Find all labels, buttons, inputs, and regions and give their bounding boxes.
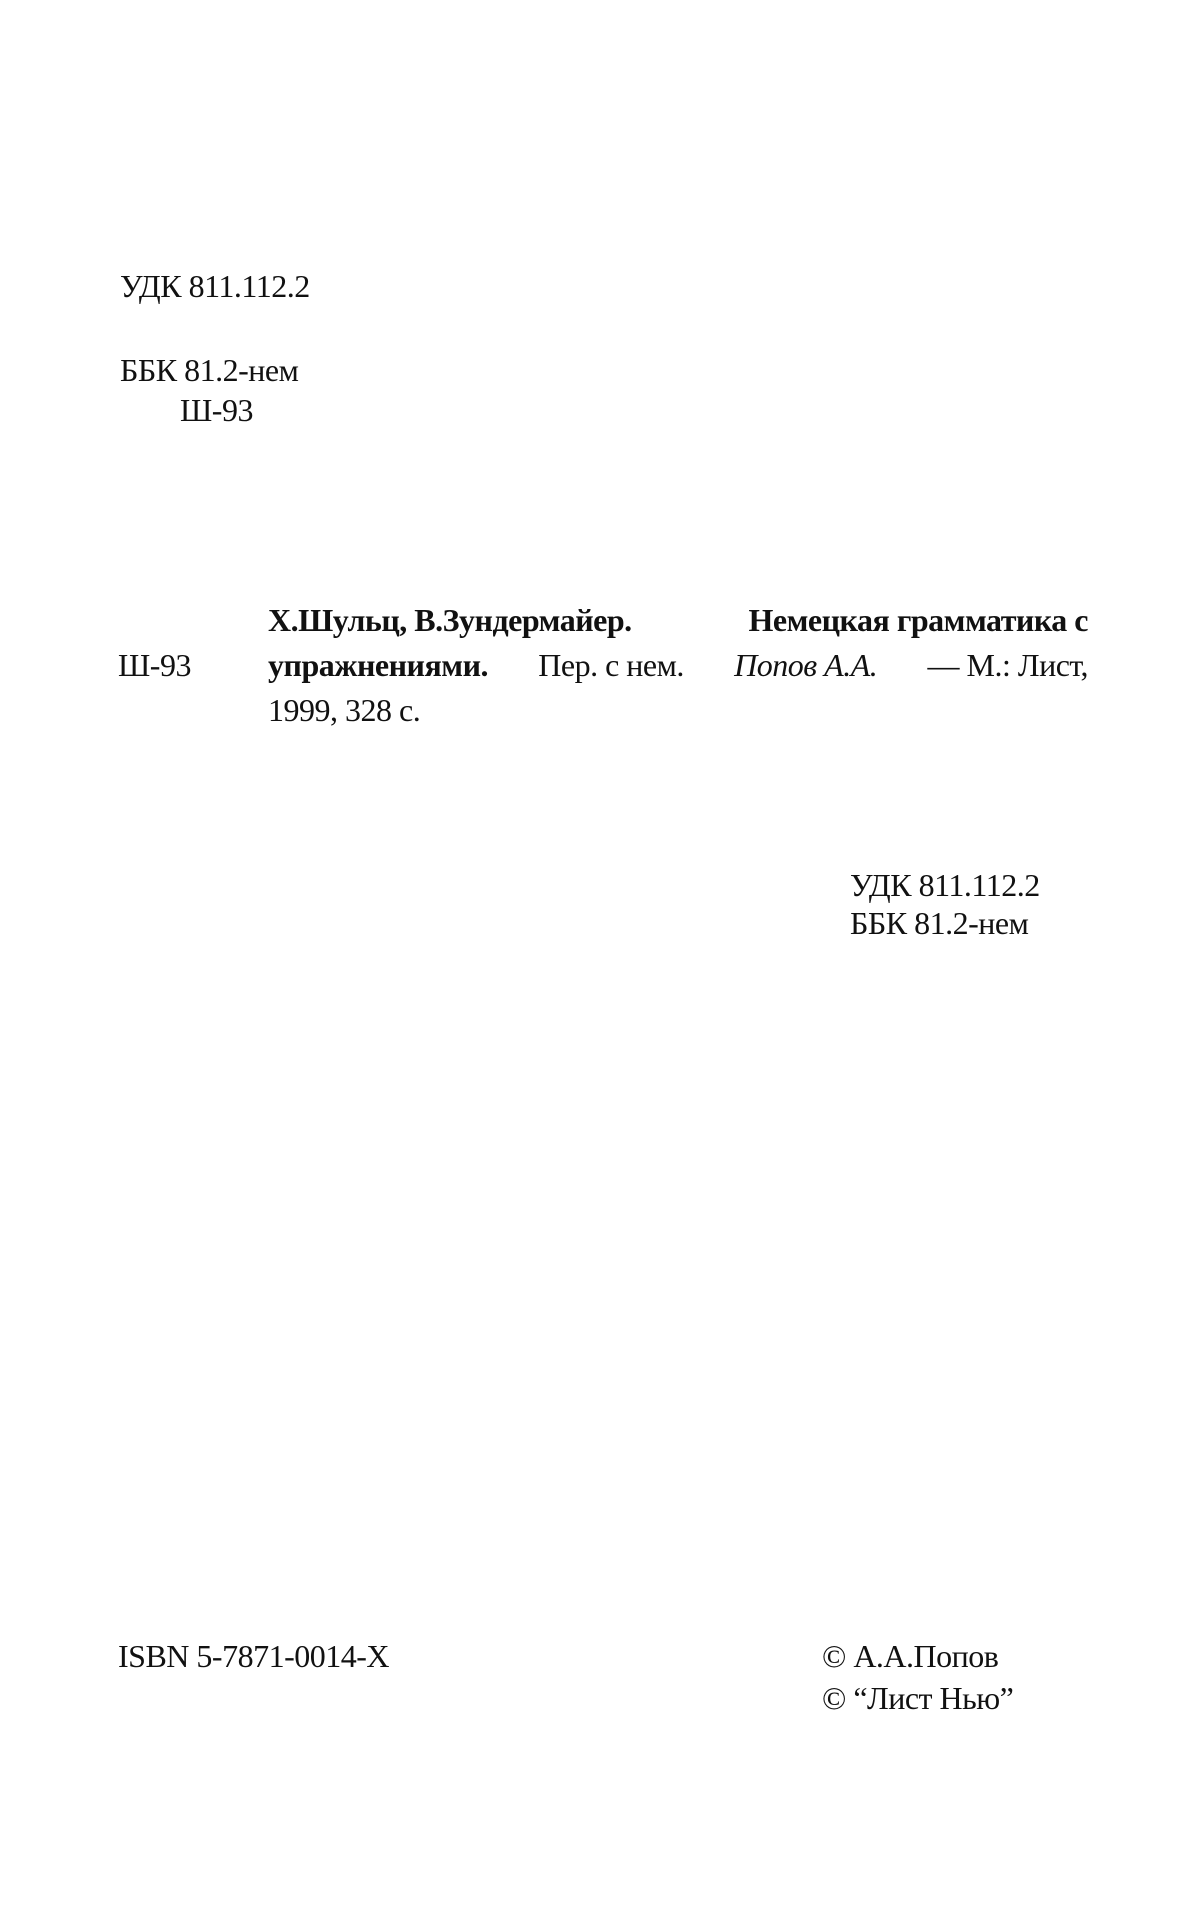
copyright-publisher: © “Лист Нью”	[822, 1680, 1014, 1716]
bbk-code-right: ББК 81.2-нем	[850, 905, 1029, 941]
bbk-code: ББК 81.2-нем	[120, 352, 299, 388]
bibliography-line-2	[268, 645, 1088, 685]
bibliography-title-part2: упражнениями.	[268, 647, 488, 683]
author-code: Ш-93	[180, 392, 253, 428]
bibliography-line-1	[268, 600, 1088, 640]
bibliography-translation: Пер. с нем.	[538, 647, 684, 683]
bibliography-authors: Х.Шульц, В.Зундермайер.	[268, 602, 632, 638]
bibliography-publisher: — М.: Лист,	[927, 647, 1088, 683]
udk-code-right: УДК 811.112.2	[850, 867, 1040, 903]
udk-code: УДК 811.112.2	[120, 268, 310, 304]
bibliography-line-3	[268, 690, 1088, 730]
bibliography-translator: Попов А.А.	[734, 647, 878, 683]
bibliography-title-part1: Немецкая грамматика с	[748, 602, 1088, 638]
isbn: ISBN 5-7871-0014-X	[118, 1638, 389, 1674]
bibliography-author-code: Ш-93	[118, 647, 191, 683]
copyright-translator: © А.А.Попов	[822, 1638, 999, 1674]
bibliography-year-pages: 1999, 328 с.	[268, 692, 421, 728]
